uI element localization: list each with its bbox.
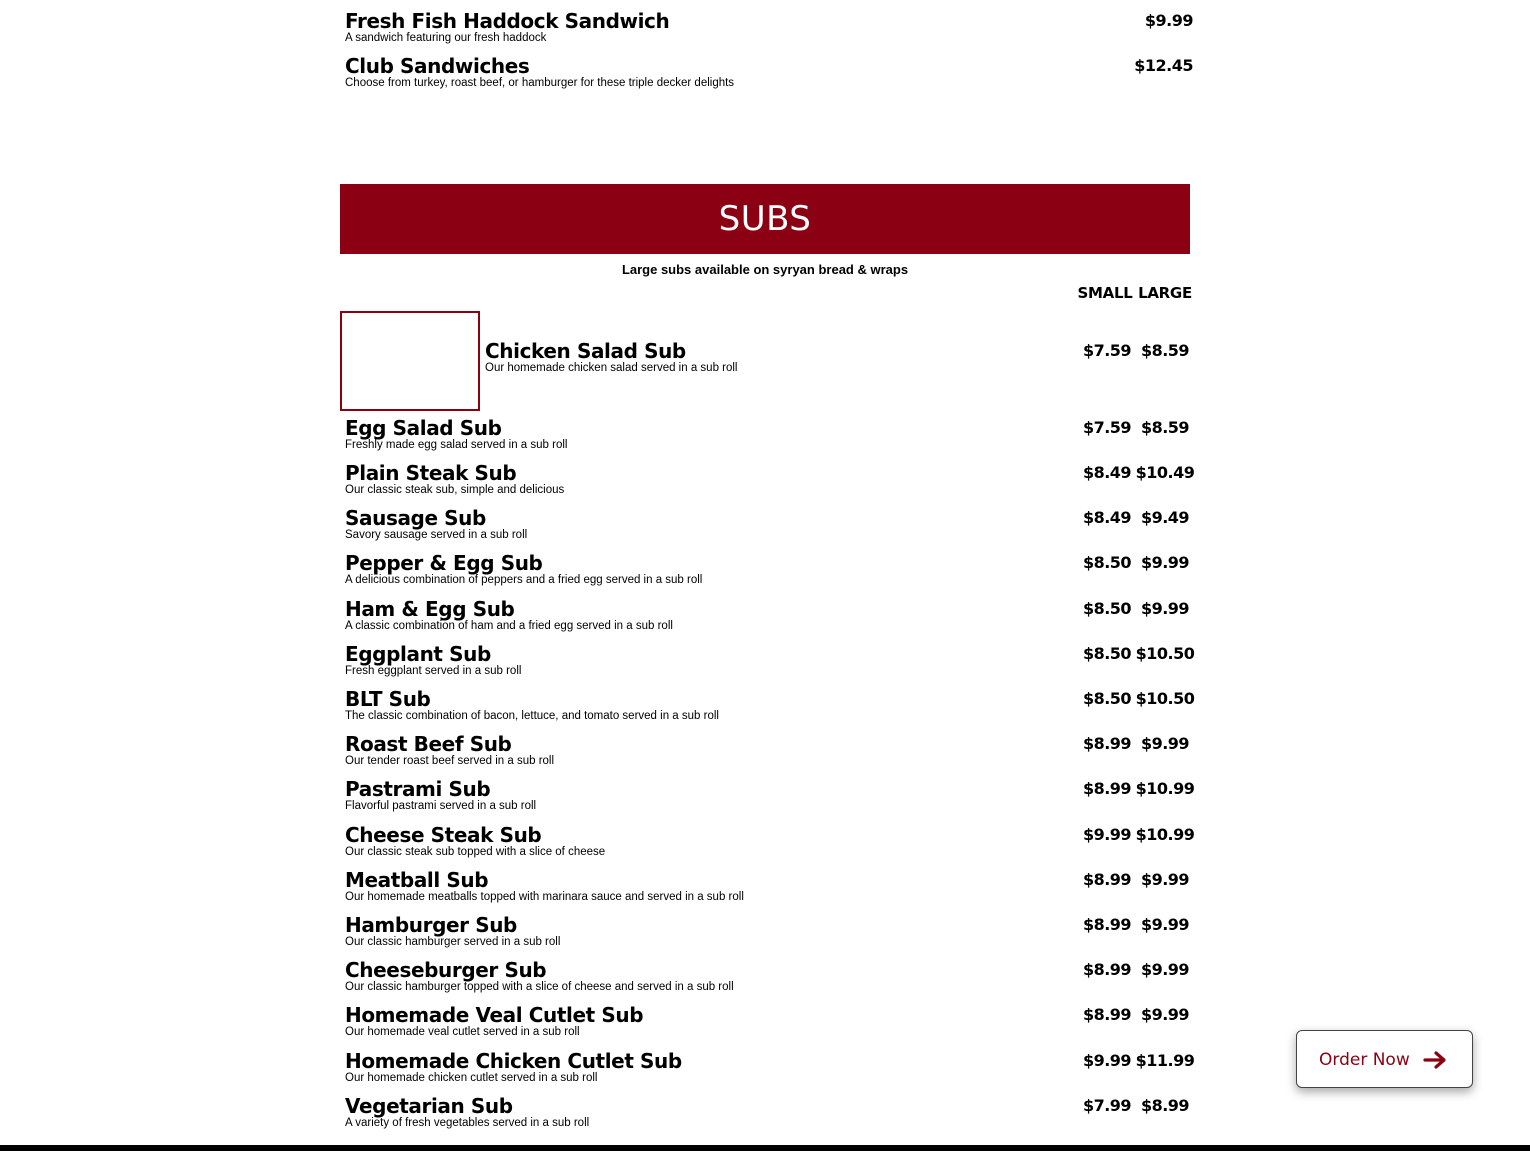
item-price-large: $9.99 xyxy=(1140,734,1190,753)
item-name: Eggplant Sub xyxy=(345,642,491,666)
section-banner-subs xyxy=(340,184,1190,254)
item-price-large: $10.50 xyxy=(1135,644,1195,663)
menu-item xyxy=(485,340,1190,384)
item-description: Our classic steak sub topped with a slice of cheese xyxy=(345,846,606,858)
item-name: Vegetarian Sub xyxy=(345,1094,513,1118)
item-name: Cheeseburger Sub xyxy=(345,958,547,982)
item-price-small: $9.99 xyxy=(1082,1051,1132,1070)
item-price-large: $8.99 xyxy=(1140,1096,1190,1115)
menu-item xyxy=(345,598,1190,642)
item-price-large: $8.59 xyxy=(1140,418,1190,437)
item-price-large: $9.99 xyxy=(1140,599,1190,618)
item-price-large: $9.99 xyxy=(1140,870,1190,889)
order-now-button[interactable] xyxy=(1296,1030,1473,1088)
item-name: Egg Salad Sub xyxy=(345,416,502,440)
item-price-large: $10.99 xyxy=(1135,825,1195,844)
item-name: Pastrami Sub xyxy=(345,777,491,801)
item-price: $9.99 xyxy=(1144,11,1193,30)
item-name: Homemade Chicken Cutlet Sub xyxy=(345,1049,682,1073)
menu-item xyxy=(345,869,1190,913)
item-description: A classic combination of ham and a fried egg served in a sub roll xyxy=(345,620,673,632)
item-price-large: $9.99 xyxy=(1140,960,1190,979)
item-name: BLT Sub xyxy=(345,687,431,711)
item-price-large: $10.49 xyxy=(1135,463,1195,482)
item-description: Our classic steak sub, simple and delicious xyxy=(345,484,565,496)
menu-item xyxy=(345,914,1190,958)
item-price-small: $8.99 xyxy=(1082,779,1132,798)
menu-item xyxy=(345,733,1190,777)
item-price-small: $8.99 xyxy=(1082,1005,1132,1024)
menu-item xyxy=(345,9,1193,54)
menu-item xyxy=(345,417,1190,461)
menu-item xyxy=(345,823,1195,868)
item-price-small: $8.50 xyxy=(1082,599,1132,618)
item-description: Our homemade chicken salad served in a sub roll xyxy=(485,362,738,374)
item-name: Homemade Veal Cutlet Sub xyxy=(345,1003,644,1027)
item-price-large: $8.59 xyxy=(1140,341,1190,360)
item-price-small: $7.59 xyxy=(1082,341,1132,360)
bottom-bar xyxy=(0,1145,1530,1151)
item-name: Club Sandwiches xyxy=(345,54,530,78)
item-name: Cheese Steak Sub xyxy=(345,823,542,847)
item-price-small: $8.50 xyxy=(1082,644,1132,663)
item-price-small: $8.99 xyxy=(1082,915,1132,934)
column-header-large: LARGE xyxy=(1138,284,1192,302)
item-description: A variety of fresh vegetables served in a sub roll xyxy=(345,1117,590,1129)
item-name: Meatball Sub xyxy=(345,868,489,892)
item-name: Hamburger Sub xyxy=(345,913,517,937)
item-description: Our classic hamburger topped with a slice of cheese and served in a sub roll xyxy=(345,981,734,993)
item-price-small: $9.99 xyxy=(1082,825,1132,844)
item-price: $12.45 xyxy=(1134,56,1193,75)
item-description: Our homemade veal cutlet served in a sub roll xyxy=(345,1026,580,1038)
menu-item xyxy=(345,642,1195,687)
item-description: Our classic hamburger served in a sub roll xyxy=(345,936,561,948)
item-price-small: $8.99 xyxy=(1082,734,1132,753)
item-description: Flavorful pastrami served in a sub roll xyxy=(345,800,537,812)
column-header-small: SMALL xyxy=(1077,284,1133,302)
menu-item xyxy=(345,507,1190,551)
item-name: Ham & Egg Sub xyxy=(345,597,515,621)
section-note: Large subs available on syryan bread & wraps xyxy=(621,262,909,277)
item-price-small: $7.59 xyxy=(1082,418,1132,437)
item-description: Our homemade chicken cutlet served in a sub roll xyxy=(345,1072,598,1084)
item-price-small: $7.99 xyxy=(1082,1096,1132,1115)
item-description: A delicious combination of peppers and a fried egg served in a sub roll xyxy=(345,574,703,586)
menu-item xyxy=(345,687,1195,732)
menu-item xyxy=(345,777,1195,822)
item-description: Choose from turkey, roast beef, or hamburger for these triple decker delights xyxy=(345,77,735,89)
item-price-large: $9.99 xyxy=(1140,915,1190,934)
item-price-large: $11.99 xyxy=(1135,1051,1195,1070)
item-name: Roast Beef Sub xyxy=(345,732,512,756)
item-price-small: $8.50 xyxy=(1082,689,1132,708)
item-description: Freshly made egg salad served in a sub roll xyxy=(345,439,568,451)
item-photo-frame[interactable] xyxy=(340,311,480,411)
item-price-large: $9.99 xyxy=(1140,1005,1190,1024)
item-price-small: $8.99 xyxy=(1082,870,1132,889)
item-description: A sandwich featuring our fresh haddock xyxy=(345,32,547,44)
item-price-large: $10.50 xyxy=(1135,689,1195,708)
item-description: Our homemade meatballs topped with marinara sauce and served in a sub roll xyxy=(345,891,744,903)
item-price-large: $9.99 xyxy=(1140,553,1190,572)
item-name: Sausage Sub xyxy=(345,506,486,530)
item-price-large: $10.99 xyxy=(1135,779,1195,798)
item-price-large: $9.49 xyxy=(1140,508,1190,527)
item-price-small: $8.99 xyxy=(1082,960,1132,979)
item-description: The classic combination of bacon, lettuce, and tomato served in a sub roll xyxy=(345,710,719,722)
item-price-small: $8.49 xyxy=(1082,508,1132,527)
menu-item xyxy=(345,552,1190,596)
item-price-small: $8.49 xyxy=(1082,463,1132,482)
item-description: Savory sausage served in a sub roll xyxy=(345,529,528,541)
item-description: Fresh eggplant served in a sub roll xyxy=(345,665,522,677)
order-now-label: Order Now xyxy=(1319,1050,1410,1070)
menu-item xyxy=(345,1049,1195,1094)
item-price-small: $8.50 xyxy=(1082,553,1132,572)
menu-item xyxy=(345,1004,1190,1048)
menu-item xyxy=(345,461,1195,506)
item-description: Our tender roast beef served in a sub roll xyxy=(345,755,555,767)
item-name: Fresh Fish Haddock Sandwich xyxy=(345,9,670,33)
item-name: Plain Steak Sub xyxy=(345,461,517,485)
item-name: Chicken Salad Sub xyxy=(485,339,686,363)
item-name: Pepper & Egg Sub xyxy=(345,551,543,575)
menu-item xyxy=(345,54,1193,99)
section-title: SUBS xyxy=(718,199,812,239)
menu-item xyxy=(345,1095,1190,1139)
menu-item xyxy=(345,959,1190,1003)
arrow-right-icon xyxy=(1423,1050,1449,1070)
